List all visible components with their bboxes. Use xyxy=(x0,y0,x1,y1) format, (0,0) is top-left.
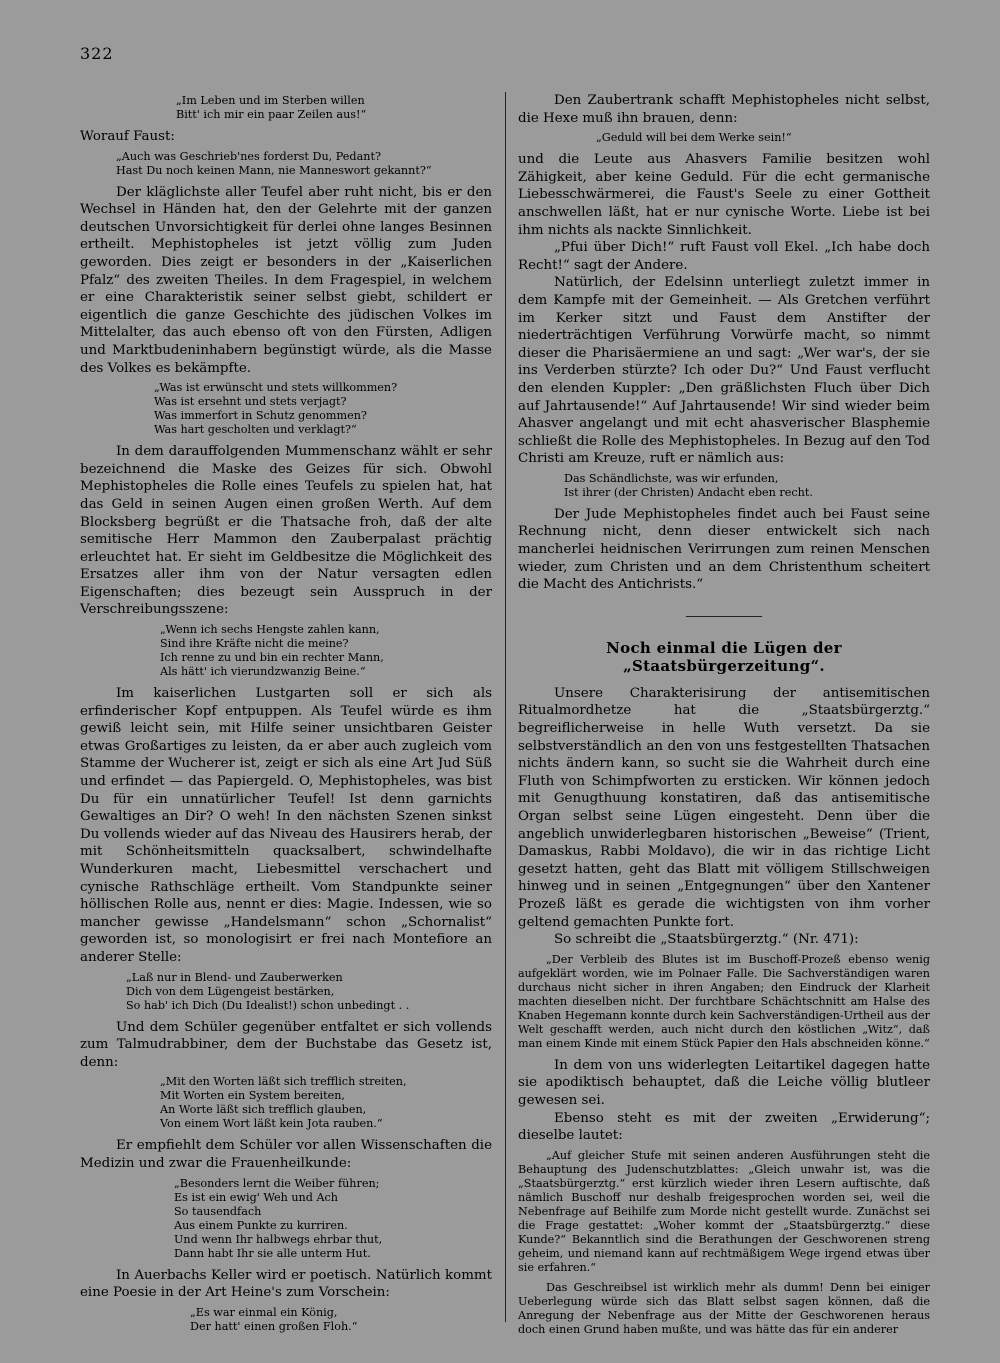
verse-line: Es ist ein ewig' Weh und Ach xyxy=(174,1190,339,1204)
paragraph: In dem darauffolgenden Mummenschanz wählt er sehr bezeichnend die Maske des Geizes für sich. Obwohl Mephistopheles die Rolle eines Teufels zu spielen hat, hat das Geld in seinen Augen einen großen Werth. Auf dem Blocksberg begrüßt er die Thatsache froh, daß der alte semitische Herr Mammon den Zauberpalast prächtig erleuchtet hat. Er sieht im Geldbesitze die Möglichkeit des Ersatzes aller ihm von der Natur versagten edlen Eigenschaften; dies bezeugt sein Ausspruch in der Verschreibungsszene: xyxy=(80,444,492,618)
verse-quote xyxy=(80,1177,492,1261)
verse-quote xyxy=(80,150,492,178)
paragraph: Im kaiserlichen Lustgarten soll er sich als erfinderischer Kopf entpuppen. Als Teufel würde es ihm gewiß leicht sein, mit Hilfe seiner unsichtbaren Geister etwas Großartiges zu leisten, da er aber auch zugleich vom Stamme der Wucherer ist, zeigt er sich als eine Art Jud Süß und erfindet — das Papiergeld. O, Mephistopheles, was bist Du für ein unnatürlicher Teufel! Ist denn garnichts Gewaltiges an Dir? O weh! In den nächsten Szenen sinkst Du vollends wieder auf das Niveau des Hausirers herab, der mit Schönheitsmitteln quacksalbert, schwindelhafte Wunderkuren macht, Liebesmittel verschachert und cynische Rathschläge ertheilt. Vom Standpunkte seiner höllischen Rolle aus, nennt er dies: Magie. Indessen, wie so mancher gewisse „Handelsmann“ schon „Schornalist“ geworden ist, so monologisirt er frei nach Montefiore an anderer Stelle: xyxy=(80,686,492,965)
verse-line: Und wenn Ihr halbwegs ehrbar thut, xyxy=(174,1232,383,1246)
verse-line: Von einem Wort läßt kein Jota rauben.“ xyxy=(160,1117,383,1131)
paragraph: Er empfiehlt dem Schüler vor allen Wissenschaften die Medizin und zwar die Frauenheilkunde: xyxy=(80,1138,492,1171)
quoted-passage: Das Geschreibsel ist wirklich mehr als dumm! Denn bei einiger Ueberlegung würde sich das Blatt selbst sagen können, daß die Anregung der Nebenfrage aus der Mitte der Geschworenen heraus doch einen Grund haben mußte, und was hätte das für ein anderer xyxy=(518,1280,930,1336)
paragraph: Worauf Faust: xyxy=(80,129,175,144)
verse-line: „Laß nur in Blend- und Zauberwerken xyxy=(126,970,343,984)
paragraph: Natürlich, der Edelsinn unterliegt zuletzt immer in dem Kampfe mit der Gemeinheit. — Als Gretchen verführt im Kerker sitzt und Faust dem Anstifter der niederträchtigen Verführung Vorwürfe macht, so nimmt dieser die Pharisäermiene an und sagt: „Wer war's, der sie ins Verderben stürzte? Ich oder Du?“ Und Faust verflucht den elenden Kuppler: „Den gräßlichsten Fluch über Dich auf Jahrtausende!“ Auf Jahrtausende! Wir sind wieder beim Ahasver angelangt und mit echt ahasverischer Blasphemie schließt die Rolle des Mephistopheles. In Bezug auf den Tod Christi am Kreuze, ruft er nämlich aus: xyxy=(518,275,930,467)
verse-line: „Es war einmal ein König, xyxy=(190,1305,338,1319)
verse-line: So hab' ich Dich (Du Idealist!) schon unbedingt . . xyxy=(126,998,410,1012)
section-divider xyxy=(686,616,762,617)
verse-line: „Was ist erwünscht und stets willkommen? xyxy=(154,381,398,395)
paragraph: So schreibt die „Staatsbürgerztg.“ (Nr. 471): xyxy=(554,932,859,948)
left-column xyxy=(80,90,492,1340)
verse-line: „Geduld will bei dem Werke sein!“ xyxy=(596,131,792,145)
verse-line: Dich von dem Lügengeist bestärken, xyxy=(126,984,335,998)
paragraph: und die Leute aus Ahasvers Familie besitzen wohl Zähigkeit, aber keine Geduld. Für die echt germanische Liebesschwärmerei, die Faust's Seele zu einer Gottheit anschwellen läßt, hat er nur cynische Worte. Liebe ist bei ihm nichts als nackte Sinnlichkeit. xyxy=(518,152,930,238)
paragraph: Und dem Schüler gegenüber entfaltet er sich vollends zum Talmudrabbiner, dem der Buchstabe das Gesetz ist, denn: xyxy=(80,1019,492,1070)
verse-quote xyxy=(518,472,930,500)
verse-line: Dann habt Ihr sie alle unterm Hut. xyxy=(174,1246,371,1260)
paragraph: Der kläglichste aller Teufel aber ruht nicht, bis er den Wechsel in Händen hat, den der Gelehrte mit der ganzen deutschen Unvorsichtigkeit für derlei ohne langes Besinnen ertheilt. Mephistopheles ist jetzt völlig zum Juden geworden. Dies zeigt er besonders in der „Kaiserlichen Pfalz“ des zweiten Theiles. In dem Fragespiel, in welchem er eine Charakteristik seiner selbst giebt, schildert er eigentlich die ganze Geschichte des jüdischen Volkes im Mittelalter, das auch ebenso oft von den Fürsten, Adligen und Marktbudeninhabern begünstigt würde, als die Masse des Volkes es bekämpfte. xyxy=(80,184,492,376)
verse-line: Der hatt' einen großen Floh.“ xyxy=(190,1319,358,1333)
paragraph: Ebenso steht es mit der zweiten „Erwiderung“; dieselbe lautet: xyxy=(518,1110,930,1144)
verse-line: Sind ihre Kräfte nicht die meine? xyxy=(160,637,349,651)
verse-line: „Mit den Worten läßt sich trefflich streiten, xyxy=(160,1075,407,1089)
paragraph: „Pfui über Dich!“ ruft Faust voll Ekel. „Ich habe doch Recht!“ sagt der Andere. xyxy=(518,240,930,273)
verse-line: Mit Worten ein System bereiten, xyxy=(160,1089,345,1103)
verse-line: „Besonders lernt die Weiber führen; xyxy=(174,1176,380,1190)
verse-quote xyxy=(80,623,492,679)
quoted-passage: „Der Verbleib des Blutes ist im Buschoff-Prozeß ebenso wenig aufgeklärt worden, wie im Polnaer Falle. Die Sachverständigen waren durchaus nicht sicher in ihren Angaben; den Eindruck der Klarheit machten dieselben nicht. Der furchtbare Schächtschnitt am Halse des Knaben Hegemann konnte durch kein Sachverständigen-Urtheil aus der Welt geschafft werden, auch nicht durch den köstlichen „Witz“, daß man einem Kinde mit einem Stück Papier den Hals abschneiden könne.“ xyxy=(518,952,930,1050)
verse-quote xyxy=(80,94,492,122)
verse-line: Hast Du noch keinen Mann, nie Manneswort gekannt?“ xyxy=(116,163,432,177)
verse-line: „Im Leben und im Sterben willen xyxy=(176,94,365,107)
column-divider xyxy=(505,92,506,1322)
verse-line: Bitt' ich mir ein paar Zeilen aus!“ xyxy=(176,108,367,121)
verse-line: Ich renne zu und bin ein rechter Mann, xyxy=(160,651,384,665)
verse-line: Ist ihrer (der Christen) Andacht eben recht. xyxy=(564,485,813,499)
page-number: 322 xyxy=(80,44,114,63)
verse-quote xyxy=(80,971,492,1013)
verse-line: „Wenn ich sechs Hengste zahlen kann, xyxy=(160,623,380,637)
verse-line: Was ist ersehnt und stets verjagt? xyxy=(154,395,347,409)
paragraph: Der Jude Mephistopheles findet auch bei Faust seine Rechnung nicht, denn dieser entwickelt sich nach mancherlei heidnischen Verirrungen zum reinen Menschen wieder, zum Christen und an dem Christenthum scheitert die Macht des Antichrists.“ xyxy=(518,506,930,593)
verse-quote xyxy=(518,131,930,145)
article-heading: Noch einmal die Lügen der „Staatsbürgerzeitung“. xyxy=(606,638,842,675)
verse-line: Was immerfort in Schutz genommen? xyxy=(154,409,367,423)
verse-line: Was hart gescholten und verklagt?“ xyxy=(154,423,357,437)
paragraph: In dem von uns widerlegten Leitartikel dagegen hatte sie apodiktisch behauptet, daß die Leiche völlig blutleer gewesen sei. xyxy=(518,1057,930,1108)
verse-line: Als hätt' ich vierundzwanzig Beine.“ xyxy=(160,665,366,679)
verse-line: So tausendfach xyxy=(174,1204,262,1218)
verse-quote xyxy=(80,381,492,437)
verse-line: Das Schändlichste, was wir erfunden, xyxy=(564,471,779,485)
verse-line: „Auch was Geschrieb'nes forderst Du, Pedant? xyxy=(116,149,381,163)
verse-line: An Worte läßt sich trefflich glauben, xyxy=(160,1103,367,1117)
right-column xyxy=(518,92,930,1343)
paragraph: In Auerbachs Keller wird er poetisch. Natürlich kommt eine Poesie in der Art Heine's zum Vorschein: xyxy=(80,1267,492,1301)
paragraph: Unsere Charakterisirung der antisemitischen Ritualmordhetze hat die „Staatsbürgerztg.“ begreiflicherweise in helle Wuth versetzt. Da sie selbstverständlich an den von uns festgestellten Thatsachen nichts ändern kann, so sucht sie die Wahrheit durch eine Fluth von Schimpfworten zu ersticken. Wir können jedoch mit Genugthuung konstatiren, daß das antisemitische Organ selbst seine Lügen eingesteht. Denn über die angeblich unwiderlegbaren historischen „Beweise“ (Trient, Damaskus, Rabbi Moldavo), die wir in das richtige Licht gesetzt hatten, geht das Blatt mit völligem Stillschweigen hinweg und in seinen „Entgegnungen“ über den Xantener Prozeß läßt es gerade die wichtigsten von ihm vorher geltend gemachten Punkte fort. xyxy=(518,685,930,930)
verse-quote xyxy=(80,1075,492,1131)
verse-line: Aus einem Punkte zu kurriren. xyxy=(174,1218,348,1232)
verse-quote xyxy=(80,1306,492,1334)
paragraph: Den Zaubertrank schafft Mephistopheles nicht selbst, die Hexe muß ihn brauen, denn: xyxy=(518,93,930,126)
quoted-passage: „Auf gleicher Stufe mit seinen anderen Ausführungen steht die Behauptung des Judenschutzblattes: „Gleich unwahr ist, was die „Staatsbürgerztg.“ erst kürzlich wieder ihren Lesern auftischte, daß nämlich Buschoff nur deshalb freigesprochen worden sei, weil die Nebenfrage auf Beihilfe zum Morde nicht gestellt wurde. Zunächst sei die Frage gestattet: „Woher kommt der „Staatsbürgerztg.“ diese Kunde?“ Bekanntlich sind die Berathungen der Geschworenen streng geheim, und niemand kann auf rechtmäßigem Wege irgend etwas über sie erfahren.“ xyxy=(518,1148,930,1274)
